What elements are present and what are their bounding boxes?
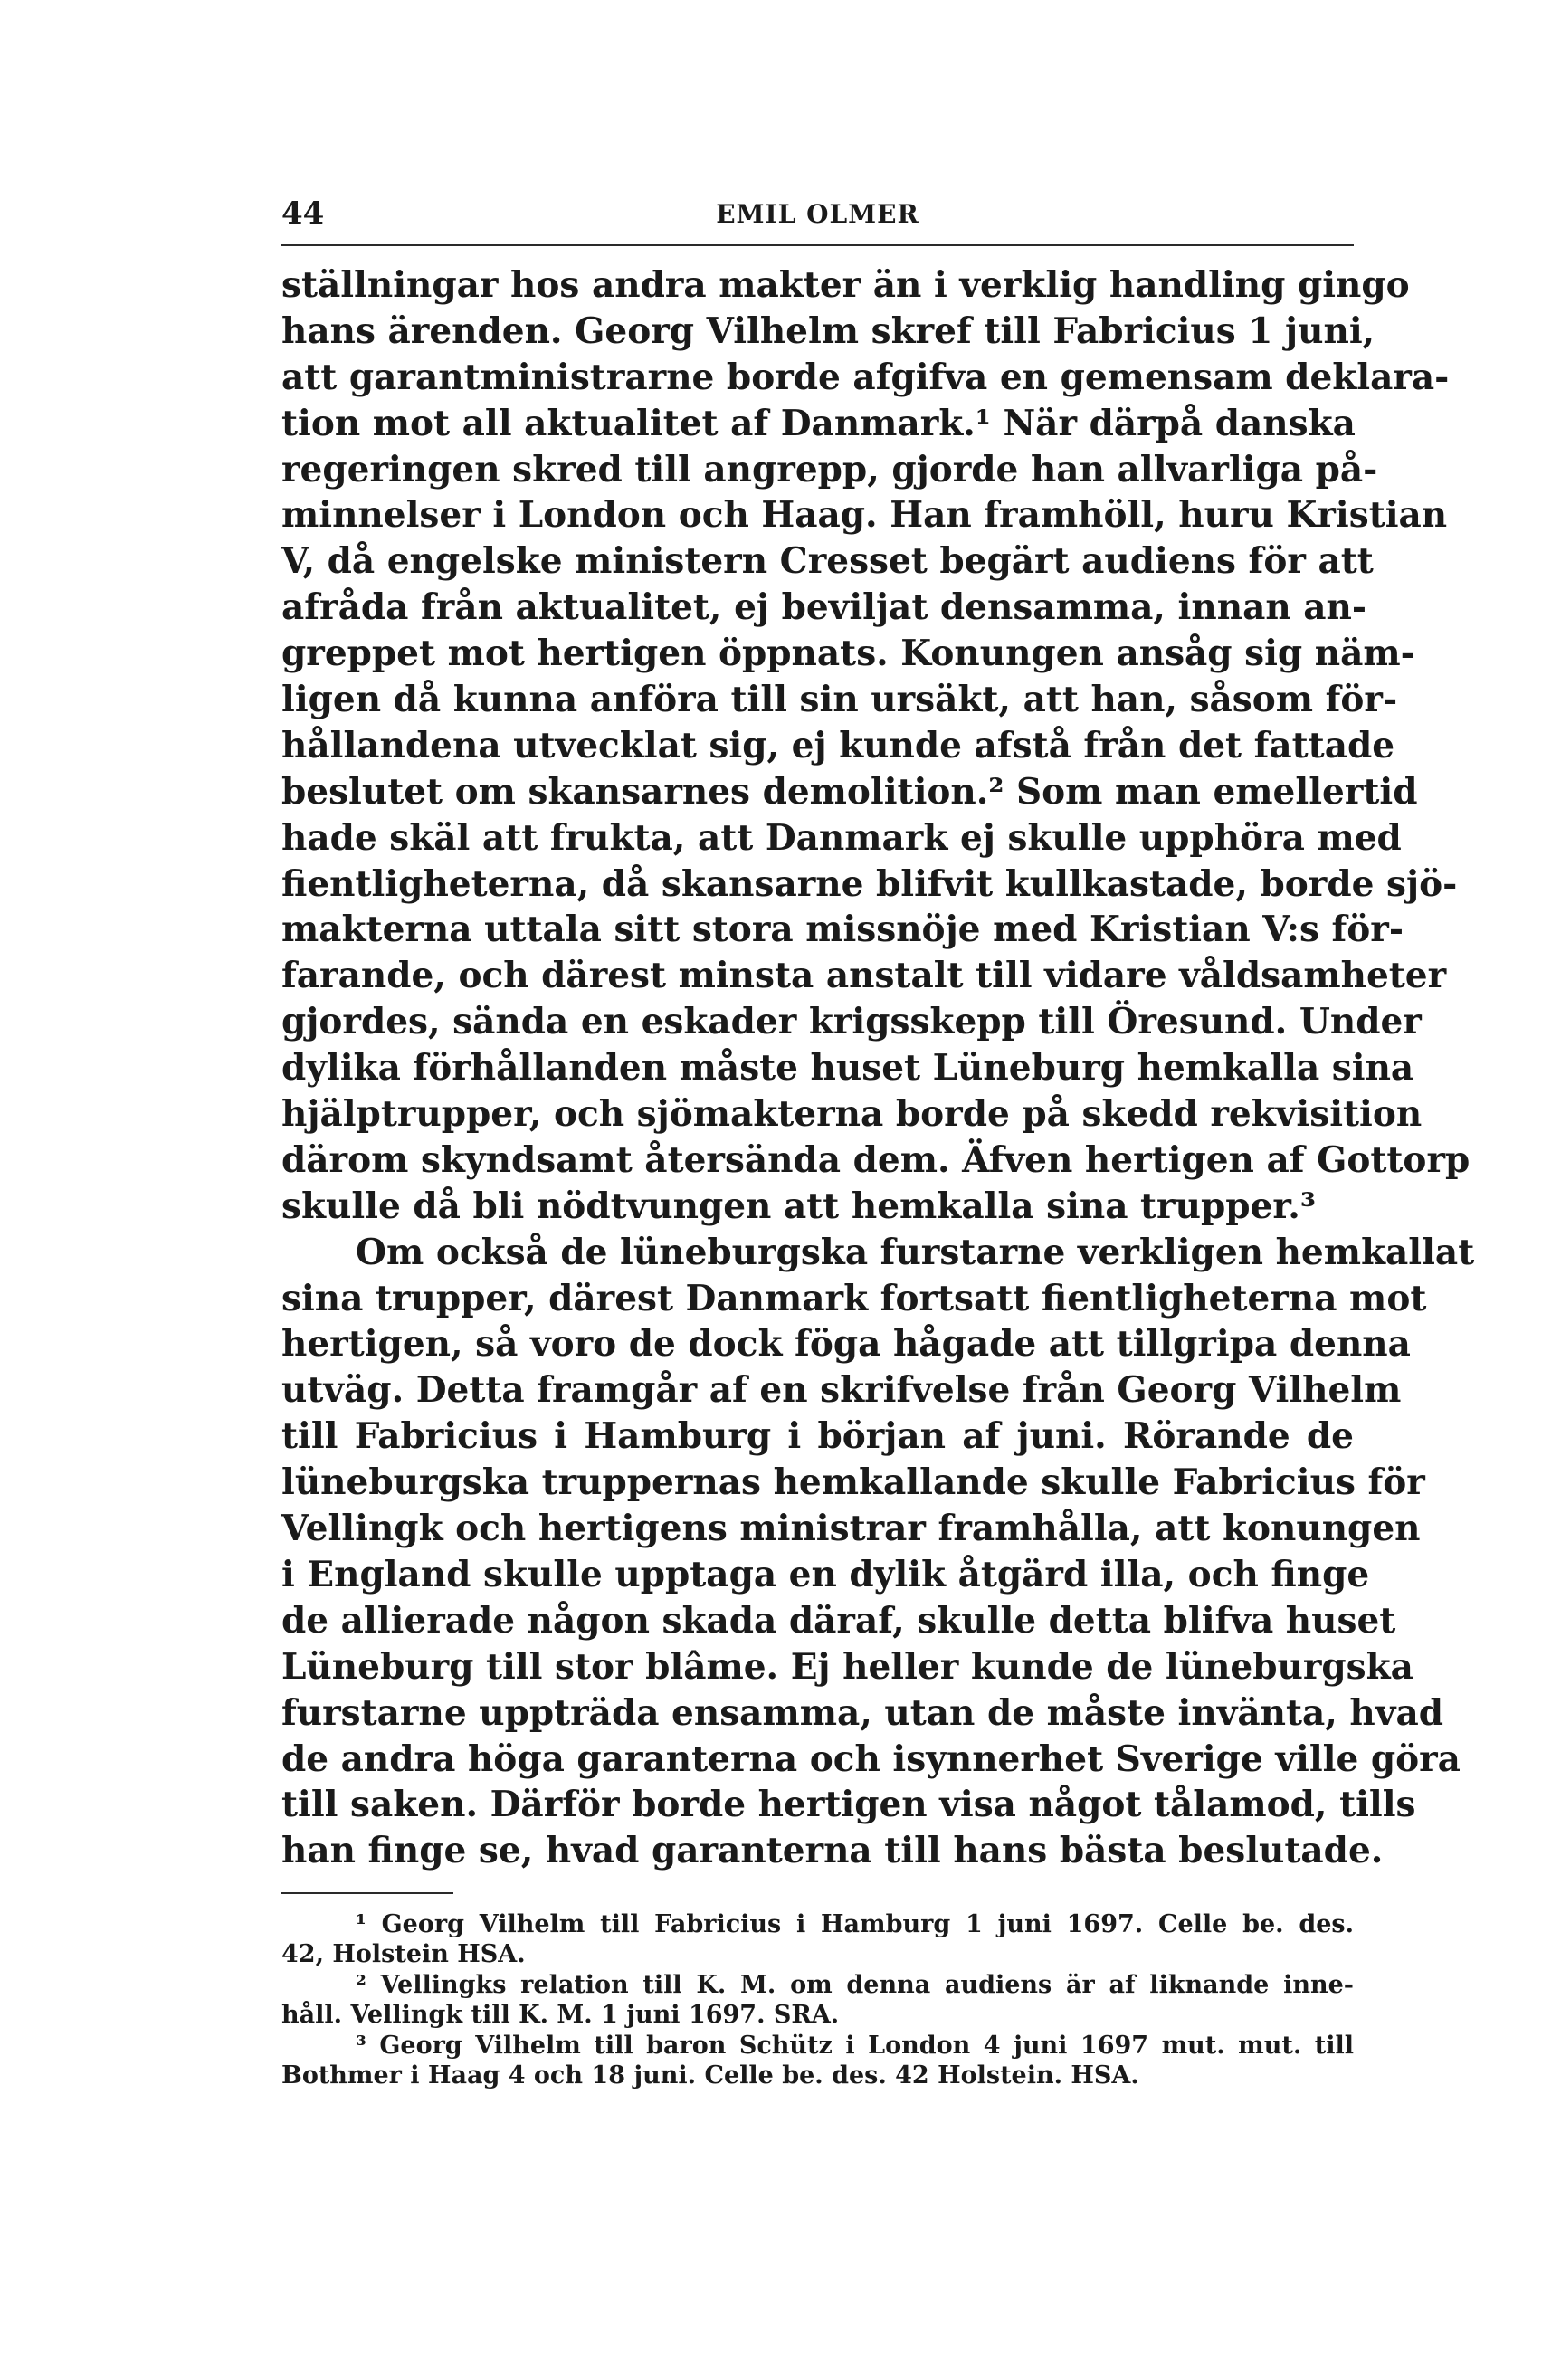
body-line: lüneburgska truppernas hemkallande skulle Fabricius för	[281, 1461, 1425, 1504]
body-line: därom skyndsamt återsända dem. Äfven hertigen af Gottorp	[281, 1138, 1471, 1181]
body-line: ställningar hos andra makter än i verklig handling gingo	[281, 264, 1410, 306]
author-header: EMIL OLMER	[716, 199, 919, 229]
body-line: Om också de lüneburgska furstarne verkligen hemkallat	[356, 1231, 1475, 1273]
body-line: tion mot all aktualitet af Danmark.¹ När därpå danska	[281, 402, 1356, 444]
body-line: de andra höga garanterna och isynnerhet Sverige ville göra	[281, 1737, 1461, 1780]
footnote-rule	[281, 1892, 453, 1894]
header-rule	[281, 244, 1354, 246]
body-line: skulle då bli nödtvungen att hemkalla sina trupper.³	[281, 1185, 1316, 1227]
body-line: hållandena utvecklat sig, ej kunde afstå från det fattade	[281, 724, 1395, 766]
footnote-line: Bothmer i Haag 4 och 18 juni. Celle be. des. 42 Holstein. HSA.	[281, 2061, 1139, 2090]
footnote-line: 42, Holstein HSA.	[281, 1940, 526, 1969]
body-line: regeringen skred till angrepp, gjorde han allvarliga på-	[281, 448, 1378, 490]
body-line: hertigen, så voro de dock föga hågade att tillgripa denna	[281, 1323, 1411, 1366]
body-line: hans ärenden. Georg Vilhelm skref till Fabricius 1 juni,	[281, 309, 1375, 352]
body-line: greppet mot hertigen öppnats. Konungen ansåg sig näm-	[281, 633, 1415, 675]
footnote-line: ¹ Georg Vilhelm till Fabricius i Hamburg 1 juni 1697. Celle be. des.	[356, 1910, 1354, 1938]
running-head	[281, 195, 1354, 239]
body-line: till saken. Därför borde hertigen visa något tålamod, tills	[281, 1784, 1416, 1826]
body-line: farande, och därest minsta anstalt till vidare våldsamheter	[281, 955, 1447, 997]
body-text	[281, 262, 1475, 1874]
body-line: de allierade någon skada däraf, skulle detta blifva huset	[281, 1599, 1396, 1642]
body-line: i England skulle upptaga en dylik åtgärd illa, och finge	[281, 1553, 1370, 1595]
body-line: Vellingk och hertigens ministrar framhålla, att konungen	[281, 1508, 1421, 1550]
page-number: 44	[281, 195, 325, 232]
body-line: till Fabricius i Hamburg i början af juni. Rörande de	[281, 1415, 1354, 1458]
body-line: makterna uttala sitt stora missnöje med Kristian V:s för-	[281, 909, 1404, 951]
body-line: beslutet om skansarnes demolition.² Som man emellertid	[281, 770, 1418, 813]
body-line: ligen då kunna anföra till sin ursäkt, att han, såsom för-	[281, 679, 1398, 721]
footnotes	[281, 1909, 1354, 2090]
body-line: V, då engelske ministern Cresset begärt audiens för att	[281, 540, 1374, 583]
body-line: att garantministrarne borde afgifva en gemensam deklara-	[281, 356, 1450, 398]
body-line: gjordes, sända en eskader krigsskepp till Öresund. Under	[281, 1001, 1422, 1043]
footnote-line: håll. Vellingk till K. M. 1 juni 1697. SRA.	[281, 2001, 840, 2030]
body-line: sina trupper, därest Danmark fortsatt fientligheterna mot	[281, 1277, 1427, 1319]
body-line: afråda från aktualitet, ej beviljat densamma, innan an-	[281, 586, 1367, 629]
body-line: hjälptrupper, och sjömakterna borde på skedd rekvisition	[281, 1093, 1423, 1136]
body-line: dylika förhållanden måste huset Lüneburg hemkalla sina	[281, 1047, 1414, 1090]
body-line: minnelser i London och Haag. Han framhöll, huru Kristian	[281, 494, 1448, 537]
footnote-line: ² Vellingks relation till K. M. om denna audiens är af liknande inne-	[356, 1970, 1354, 1999]
footnote-line: ³ Georg Vilhelm till baron Schütz i London 4 juni 1697 mut. mut. till	[356, 2031, 1354, 2060]
body-line: hade skäl att frukta, att Danmark ej skulle upphöra med	[281, 816, 1402, 859]
body-line: fientligheterna, då skansarne blifvit kullkastade, borde sjö-	[281, 862, 1458, 905]
body-line: furstarne uppträda ensamma, utan de måste invänta, hvad	[281, 1691, 1443, 1734]
body-line: utväg. Detta framgår af en skrifvelse från Georg Vilhelm	[281, 1369, 1402, 1412]
body-line: Lüneburg till stor blâme. Ej heller kunde de lüneburgska	[281, 1645, 1413, 1688]
body-line: han finge se, hvad garanterna till hans bästa beslutade.	[281, 1830, 1384, 1872]
